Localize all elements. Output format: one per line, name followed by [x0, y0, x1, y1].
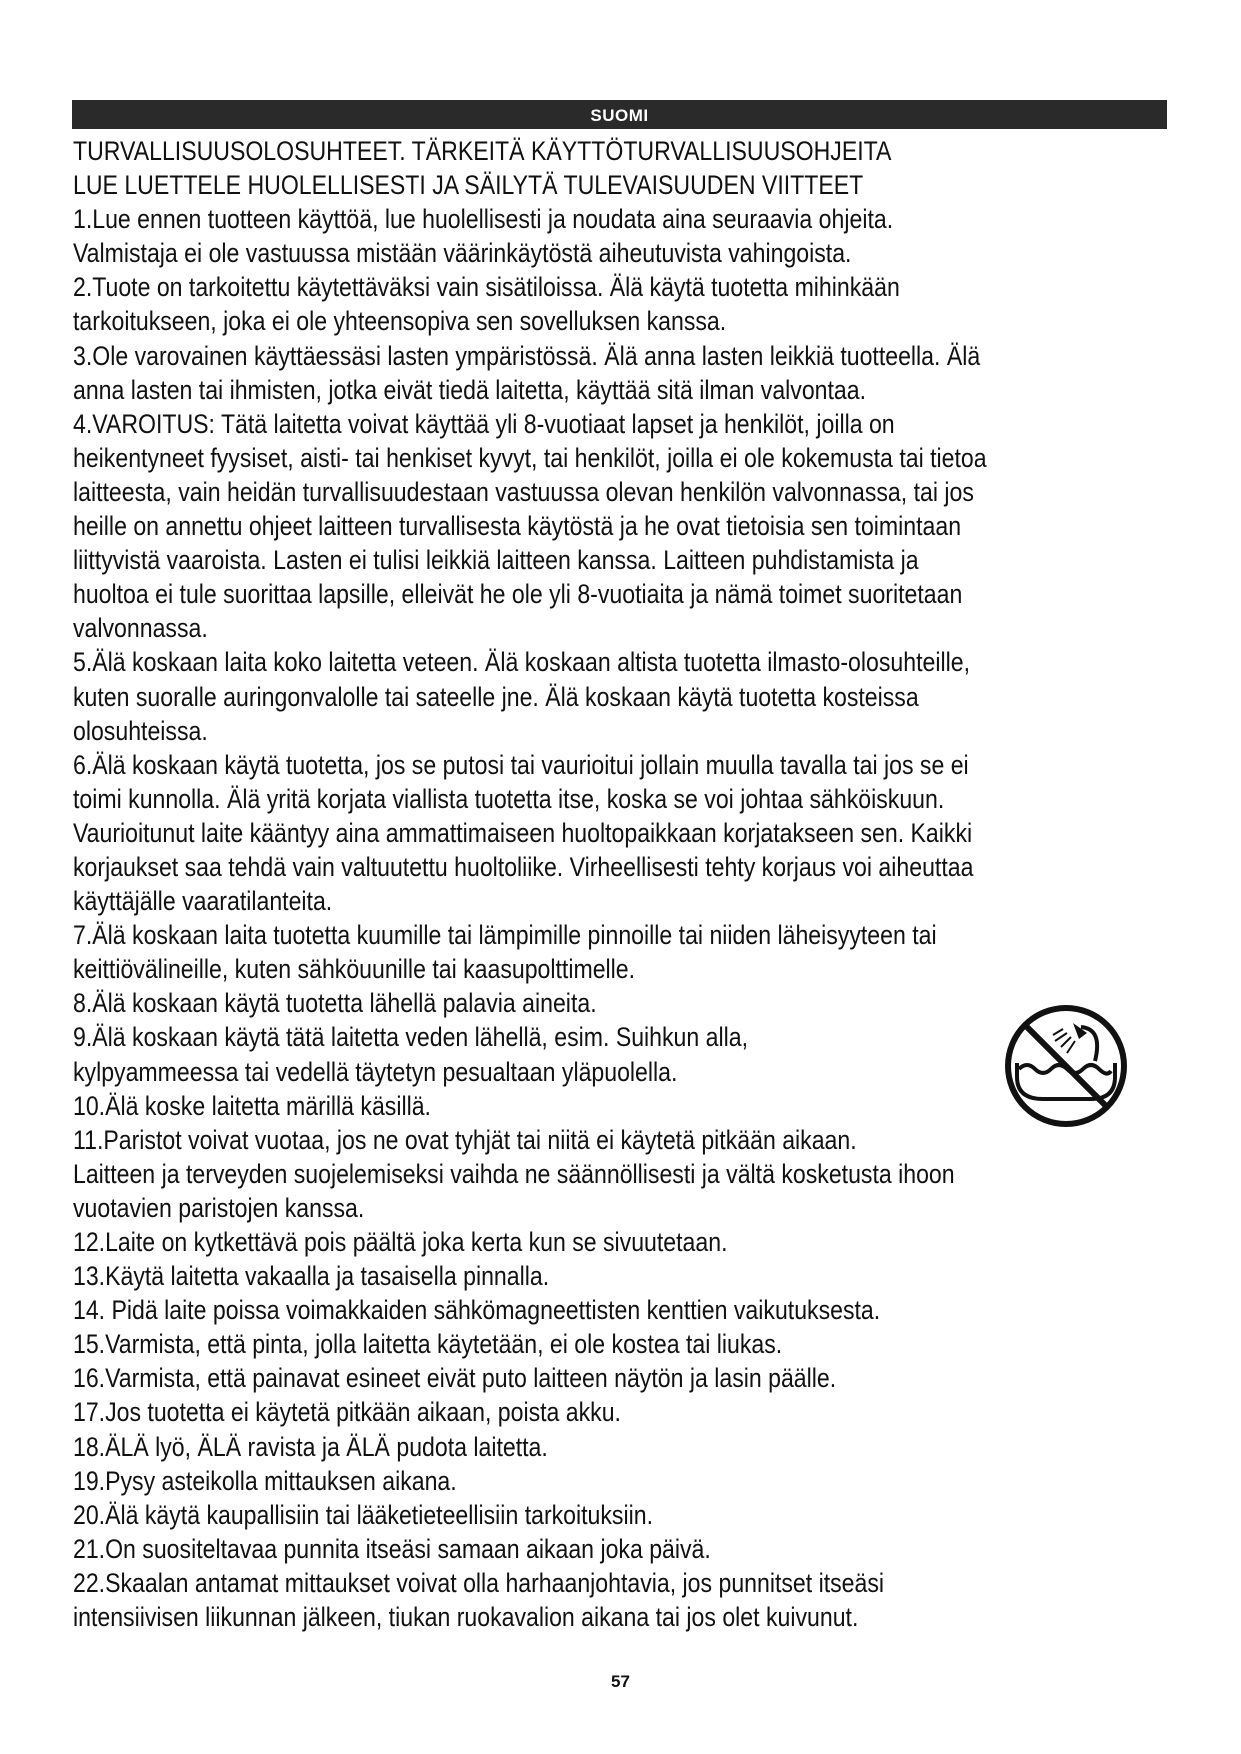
instruction-line: 2.Tuote on tarkoitettu käytettäväksi vain sisätiloissa. Älä käytä tuotetta mihinkään [73, 272, 900, 303]
instruction-line: 21.On suositeltavaa punnita itseäsi samaan aikaan joka päivä. [73, 1533, 711, 1564]
instruction-line: olosuhteissa. [73, 715, 208, 746]
instruction-line: toimi kunnolla. Älä yritä korjata viallista tuotetta itse, koska se voi johtaa sähköiskuun. [73, 783, 945, 814]
heading-read-list: LUE LUETTELE HUOLELLISESTI JA SÄILYTÄ TULEVAISUUDEN VIITTEET [73, 170, 864, 201]
instruction-line: liittyvistä vaaroista. Lasten ei tulisi leikkiä laitteen kanssa. Laitteen puhdistamista ja [73, 545, 919, 576]
instruction-line: 11.Paristot voivat vuotaa, jos ne ovat tyhjät tai niitä ei käytetä pitkään aikaan. [73, 1124, 857, 1155]
instruction-line: kuten suoralle auringonvalolle tai sateelle jne. Älä koskaan käytä tuotetta kosteissa [73, 681, 919, 712]
heading-safety-conditions: TURVALLISUUSOLOSUHTEET. TÄRKEITÄ KÄYTTÖTURVALLISUUSOHJEITA [73, 136, 892, 166]
instruction-line: 8.Älä koskaan käytä tuotetta lähellä palavia aineita. [73, 988, 597, 1019]
instruction-line: 7.Älä koskaan laita tuotetta kuumille tai lämpimille pinnoille tai niiden läheisyyteen tai [73, 920, 937, 951]
instruction-line: keittiövälineille, kuten sähköuunille tai kaasupolttimelle. [73, 954, 636, 985]
instruction-line: 17.Jos tuotetta ei käytetä pitkään aikaan, poista akku. [73, 1397, 621, 1428]
instruction-line: tarkoitukseen, joka ei ole yhteensopiva sen sovelluksen kanssa. [73, 306, 727, 337]
instruction-line: Valmistaja ei ole vastuussa mistään väärinkäytöstä aiheutuvista vahingoista. [73, 238, 852, 269]
instruction-line: 3.Ole varovainen käyttäessäsi lasten ympäristössä. Älä anna lasten leikkiä tuotteella. Älä [73, 340, 981, 371]
instruction-line: kylpyammeessa tai vedellä täytetyn pesualtaan yläpuolella. [73, 1056, 678, 1087]
instruction-line: vuotavien paristojen kanssa. [73, 1192, 365, 1223]
instruction-line: käyttäjälle vaaratilanteita. [73, 886, 333, 917]
instruction-line: valvonnassa. [73, 613, 208, 644]
instruction-line: 1.Lue ennen tuotteen käyttöä, lue huolellisesti ja noudata aina seuraavia ohjeita. [73, 204, 894, 235]
instruction-line: Laitteen ja terveyden suojelemiseksi vaihda ne säännöllisesti ja vältä kosketusta ihoon [73, 1158, 955, 1189]
instruction-line: 5.Älä koskaan laita koko laitetta veteen. Älä koskaan altista tuotetta ilmasto-olosuhteille, [73, 647, 970, 678]
instruction-line: 15.Varmista, että pinta, jolla laitetta käytetään, ei ole kostea tai liukas. [73, 1329, 783, 1360]
instruction-line: 18.ÄLÄ lyö, ÄLÄ ravista ja ÄLÄ pudota laitetta. [73, 1431, 548, 1462]
instruction-line: 10.Älä koske laitetta märillä käsillä. [73, 1090, 431, 1121]
instruction-line: 4.VAROITUS: Tätä laitetta voivat käyttää yli 8-vuotiaat lapset ja henkilöt, joilla on [73, 408, 895, 439]
instruction-line: laitteesta, vain heidän turvallisuudestaan vastuussa olevan henkilön valvonnassa, tai jos [73, 476, 974, 507]
instruction-line: 22.Skaalan antamat mittaukset voivat olla harhaanjohtavia, jos punnitset itseäsi [73, 1567, 885, 1598]
language-banner: SUOMI [72, 100, 1167, 129]
instruction-line: 14. Pidä laite poissa voimakkaiden sähkömagneettisten kenttien vaikutuksesta. [73, 1295, 881, 1326]
no-shower-bath-icon [1003, 1003, 1129, 1129]
instruction-line: korjaukset saa tehdä vain valtuutettu huoltoliike. Virheellisesti tehty korjaus voi aiheuttaa [73, 851, 974, 882]
safety-instructions [73, 134, 1014, 1668]
instruction-line: 20.Älä käytä kaupallisiin tai lääketieteellisiin tarkoituksiin. [73, 1499, 653, 1530]
instruction-line: anna lasten tai ihmisten, jotka eivät tiedä laitetta, käyttää sitä ilman valvontaa. [73, 374, 867, 405]
instruction-line: 9.Älä koskaan käytä tätä laitetta veden lähellä, esim. Suihkun alla, [73, 1022, 749, 1053]
instruction-line: Vaurioitunut laite kääntyy aina ammattimaiseen huoltopaikkaan korjatakseen sen. Kaikki [73, 817, 973, 848]
instruction-line: heille on annettu ohjeet laitteen turvallisesta käytöstä ja he ovat tietoisia sen toimintaan [73, 511, 962, 542]
instruction-line: intensiivisen liikunnan jälkeen, tiukan ruokavalion aikana tai jos olet kuivunut. [73, 1602, 859, 1633]
instruction-line: heikentyneet fyysiset, aisti- tai henkiset kyvyt, tai henkilöt, joilla ei ole kokemusta tai tietoa [73, 442, 987, 473]
instruction-line: 16.Varmista, että painavat esineet eivät puto laitteen näytön ja lasin päälle. [73, 1363, 837, 1394]
instruction-line [73, 1634, 1014, 1668]
instruction-line: 12.Laite on kytkettävä pois päältä joka kerta kun se sivuutetaan. [73, 1227, 728, 1257]
instruction-line: 13.Käytä laitetta vakaalla ja tasaisella pinnalla. [73, 1261, 550, 1292]
instruction-line: 19.Pysy asteikolla mittauksen aikana. [73, 1465, 457, 1496]
page-number: 57 [611, 1672, 630, 1691]
instruction-line: huoltoa ei tule suorittaa lapsille, elleivät he ole yli 8-vuotiaita ja nämä toimet suoritetaan [73, 579, 963, 610]
instruction-line: 6.Älä koskaan käytä tuotetta, jos se putosi tai vaurioitui jollain muulla tavalla tai jos se ei [73, 749, 969, 780]
